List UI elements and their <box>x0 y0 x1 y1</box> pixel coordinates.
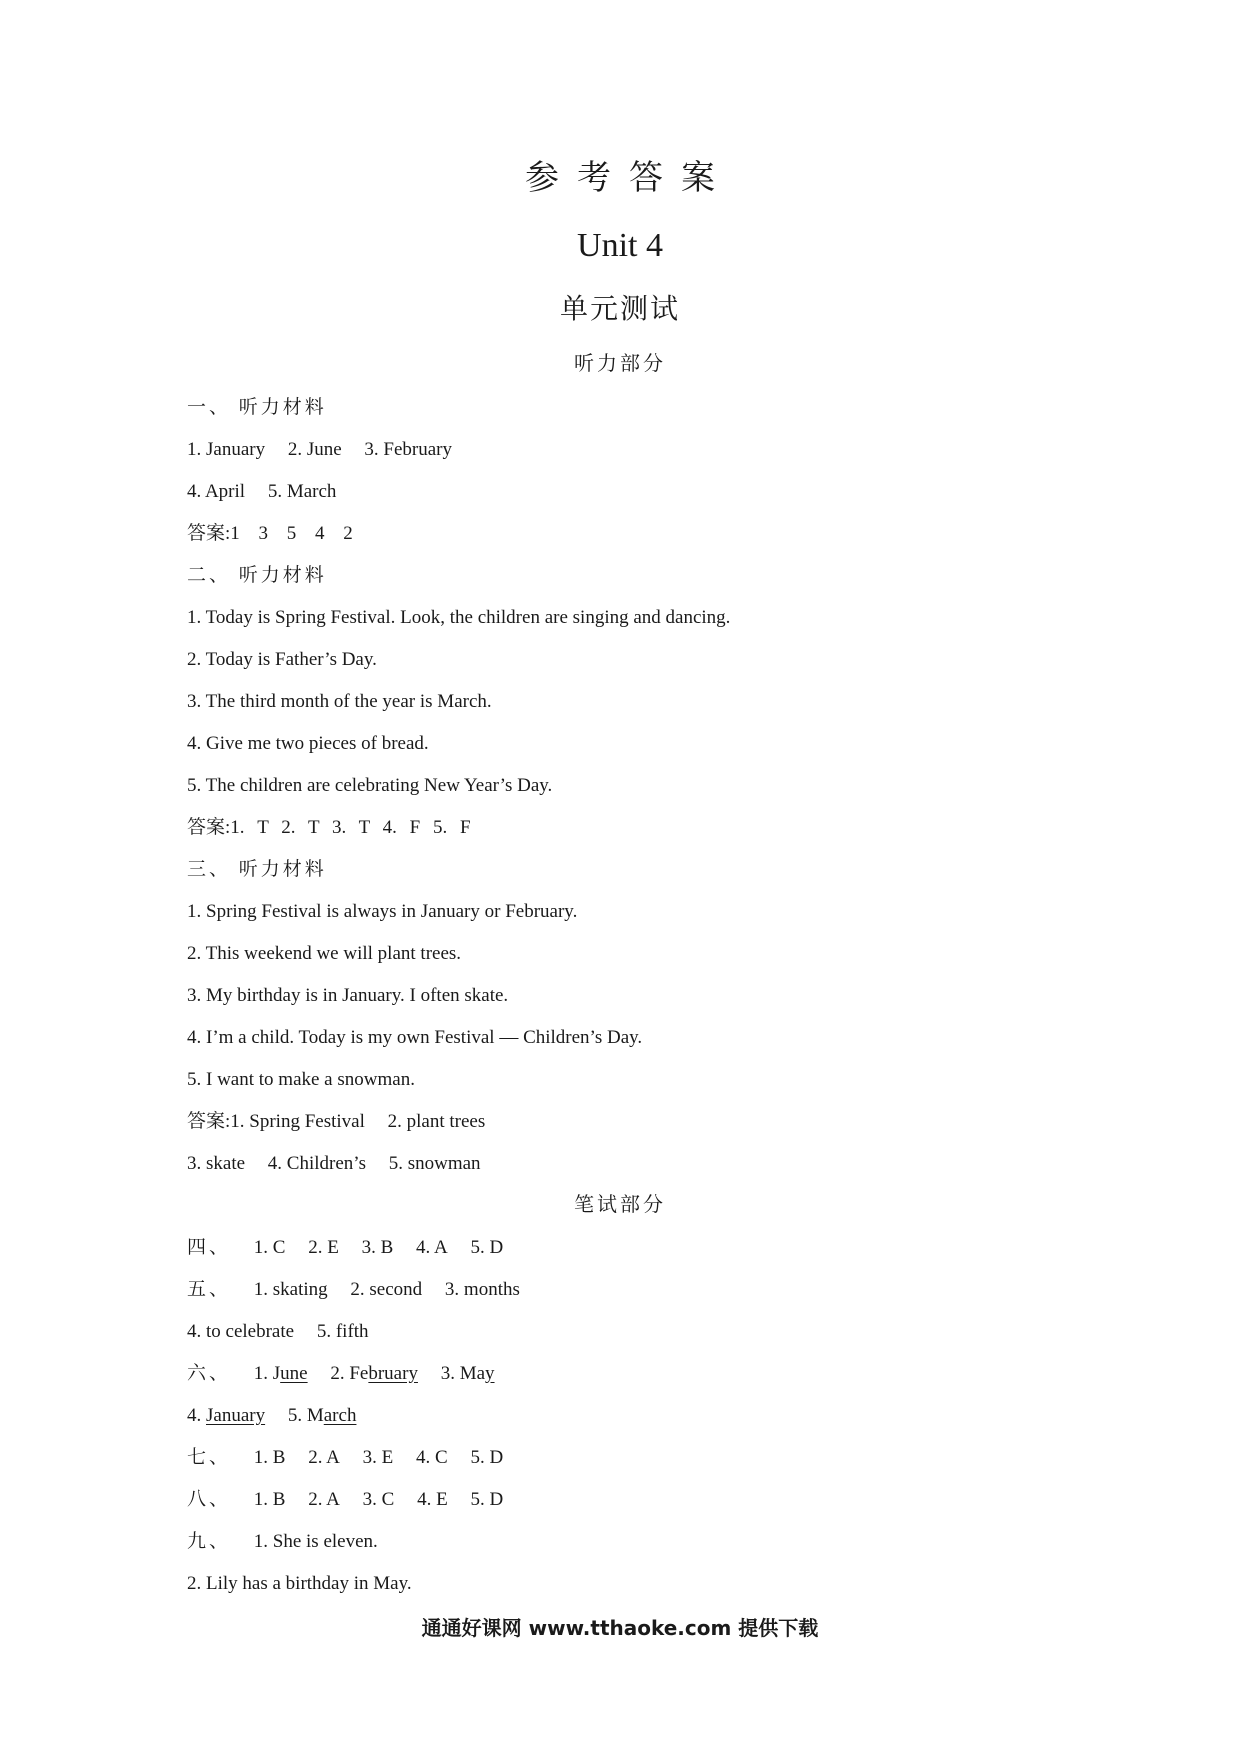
answer-item: 3. E <box>362 1447 394 1468</box>
section-2-item-2: 2. Today is Father’s Day. <box>187 649 377 670</box>
section-3-item-5: 5. I want to make a snowman. <box>187 1069 415 1090</box>
section-9-row-2: 2. Lily has a birthday in May. <box>187 1573 412 1594</box>
answer-item: 4. A <box>416 1237 448 1258</box>
section-1-answer: 答案:1 3 5 4 2 <box>187 523 353 544</box>
answer-item: 2. A <box>308 1447 340 1468</box>
answer-prefix: 1. J <box>253 1363 281 1384</box>
underlined-answer: y <box>485 1363 495 1384</box>
answer-prefix: 3. Ma <box>440 1363 486 1384</box>
list-item: 4. April <box>187 481 246 502</box>
answer-item: 5. fifth <box>316 1321 369 1342</box>
answer-item <box>254 1361 308 1387</box>
answer-item <box>288 1403 357 1429</box>
list-item: 2. June <box>287 439 342 460</box>
answer-item: 3. skate <box>187 1153 246 1174</box>
answer-item <box>330 1361 418 1387</box>
section-label: 八、 <box>187 1489 232 1510</box>
page-footer: 通通好课网 www.tthaoke.com 提供下载 <box>421 1616 819 1640</box>
answer-item: 2. E <box>308 1237 339 1258</box>
section-3-item-2: 2. This weekend we will plant trees. <box>187 943 462 964</box>
answer-item <box>441 1361 495 1387</box>
section-3-item-3: 3. My birthday is in January. I often skate. <box>187 985 509 1006</box>
answer-prefix: 2. Fe <box>330 1363 369 1384</box>
answer-item: 4. E <box>417 1489 448 1510</box>
answer-item: 1. C <box>253 1237 286 1258</box>
answer-item: 4. Children’s <box>267 1153 366 1174</box>
section-5-row-2 <box>187 1319 369 1345</box>
section-2-item-4: 4. Give me two pieces of bread. <box>187 733 429 754</box>
section-3-label: 三、 听力材料 <box>187 859 327 880</box>
answer-item: 4. C <box>416 1447 448 1468</box>
answer-item: 1. skating <box>253 1279 328 1300</box>
section-5-row-1 <box>187 1277 520 1303</box>
answer-item: 1. B <box>253 1447 286 1468</box>
answer-item: 2. A <box>308 1489 340 1510</box>
underlined-answer: January <box>206 1405 266 1426</box>
section-7-answers <box>187 1445 503 1471</box>
answer-item: 5. D <box>470 1447 504 1468</box>
section-3-answer-row-1 <box>187 1109 485 1135</box>
section-4-answers <box>187 1235 503 1261</box>
section-6-row-1 <box>187 1361 495 1387</box>
section-9-row-1 <box>187 1529 378 1555</box>
section-label: 六、 <box>187 1363 232 1384</box>
list-item: 1. January <box>187 439 266 460</box>
section-2-item-3: 3. The third month of the year is March. <box>187 691 492 712</box>
listening-part-heading: 听力部分 <box>574 353 666 375</box>
answer-item: 1. B <box>253 1489 286 1510</box>
section-6-row-2 <box>187 1403 356 1429</box>
section-1-row-2 <box>187 479 336 505</box>
page-title: 参考答案 <box>525 160 733 197</box>
section-label: 七、 <box>187 1447 232 1468</box>
answer-item: 5. D <box>470 1489 504 1510</box>
section-label: 五、 <box>187 1279 232 1300</box>
answer-item: 2. second <box>350 1279 423 1300</box>
answer-prefix: 5. M <box>287 1405 324 1426</box>
answer-item <box>187 1403 265 1429</box>
section-2-answer: 答案:1. T 2. T 3. T 4. F 5. F <box>187 817 471 838</box>
section-3-item-4: 4. I’m a child. Today is my own Festival — Children’s Day. <box>187 1027 643 1048</box>
answer-item: 5. D <box>470 1237 504 1258</box>
underlined-answer: arch <box>323 1405 357 1426</box>
unit-heading: Unit 4 <box>577 227 663 264</box>
section-1-label: 一、 听力材料 <box>187 397 327 418</box>
section-2-item-1: 1. Today is Spring Festival. Look, the children are singing and dancing. <box>187 607 731 628</box>
section-label: 九、 <box>187 1531 232 1552</box>
underlined-answer: une <box>280 1363 308 1384</box>
underlined-answer: bruary <box>368 1363 418 1384</box>
section-2-item-5: 5. The children are celebrating New Year’s Day. <box>187 775 553 796</box>
list-item: 5. March <box>267 481 337 502</box>
answer-prefix: 4. <box>187 1405 206 1426</box>
section-3-item-1: 1. Spring Festival is always in January or February. <box>187 901 578 922</box>
answer-item: 5. snowman <box>388 1153 481 1174</box>
test-subtitle: 单元测试 <box>559 294 680 325</box>
answer-item: 3. months <box>444 1279 520 1300</box>
section-2-label: 二、 听力材料 <box>187 565 327 586</box>
answer-item: 3. C <box>362 1489 395 1510</box>
section-3-answer-row-2 <box>187 1151 481 1177</box>
answer-item: 1. She is eleven. <box>253 1531 378 1552</box>
section-1-row-1 <box>187 437 452 463</box>
section-8-answers <box>187 1487 503 1513</box>
answer-item: 2. plant trees <box>387 1111 486 1132</box>
written-part-heading: 笔试部分 <box>574 1194 666 1216</box>
list-item: 3. February <box>364 439 453 460</box>
answer-item: 答案:1. Spring Festival <box>187 1111 365 1132</box>
section-label: 四、 <box>187 1237 232 1258</box>
answer-item: 3. B <box>361 1237 394 1258</box>
answer-item: 4. to celebrate <box>187 1321 295 1342</box>
